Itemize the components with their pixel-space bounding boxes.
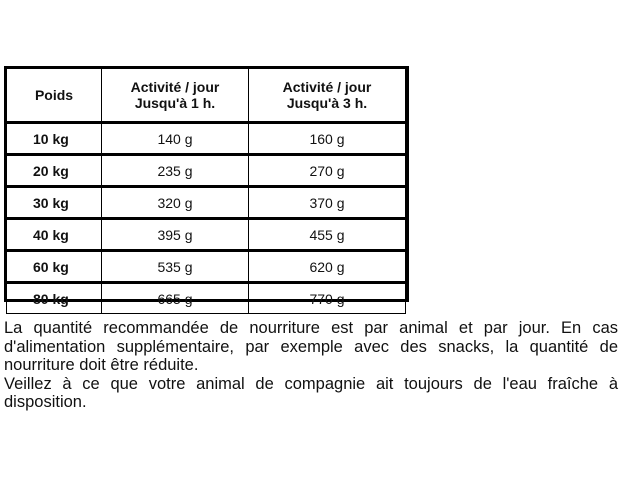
feeding-table [6,68,406,314]
table-row [7,123,406,155]
table-row [7,219,406,251]
one-hour-cell: 235 g [102,155,249,187]
three-hours-cell: 455 g [249,219,406,251]
three-hours-cell: 270 g [249,155,406,187]
weight-cell: 10 kg [7,123,102,155]
feeding-note [4,319,618,412]
header-activity-3h-line2: Jusqu'à 3 h. [286,95,368,111]
weight-cell: 30 kg [7,187,102,219]
table-row [7,187,406,219]
header-activity-3h [249,69,406,123]
three-hours-cell: 370 g [249,187,406,219]
weight-cell: 80 kg [7,283,102,314]
note-paragraph-quantity: La quantité recommandée de nourriture est par animal et par jour. En cas d'alimentation supplémentaire, par exemple avec des snacks, la quantité de nourriture doit être réduite. [4,319,618,374]
one-hour-cell: 535 g [102,251,249,283]
feeding-table-frame [4,66,409,307]
one-hour-cell: 395 g [102,219,249,251]
one-hour-cell: 140 g [102,123,249,155]
weight-cell: 20 kg [7,155,102,187]
one-hour-cell: 320 g [102,187,249,219]
weight-cell: 60 kg [7,251,102,283]
table-row [7,251,406,283]
weight-cell: 40 kg [7,219,102,251]
table-row [7,155,406,187]
header-activity-1h-line2: Jusqu'à 1 h. [134,95,216,111]
header-activity-1h [102,69,249,123]
note-paragraph-water: Veillez à ce que votre animal de compagnie ait toujours de l'eau fraîche à disposition. [4,374,618,411]
table-header-row [7,69,406,123]
header-weight: Poids [7,69,102,123]
three-hours-cell: 770 g [249,283,406,314]
header-activity-3h-line1: Activité / jour [282,79,372,95]
header-activity-1h-line1: Activité / jour [130,79,220,95]
table-row [7,283,406,314]
three-hours-cell: 620 g [249,251,406,283]
three-hours-cell: 160 g [249,123,406,155]
one-hour-cell: 665 g [102,283,249,314]
